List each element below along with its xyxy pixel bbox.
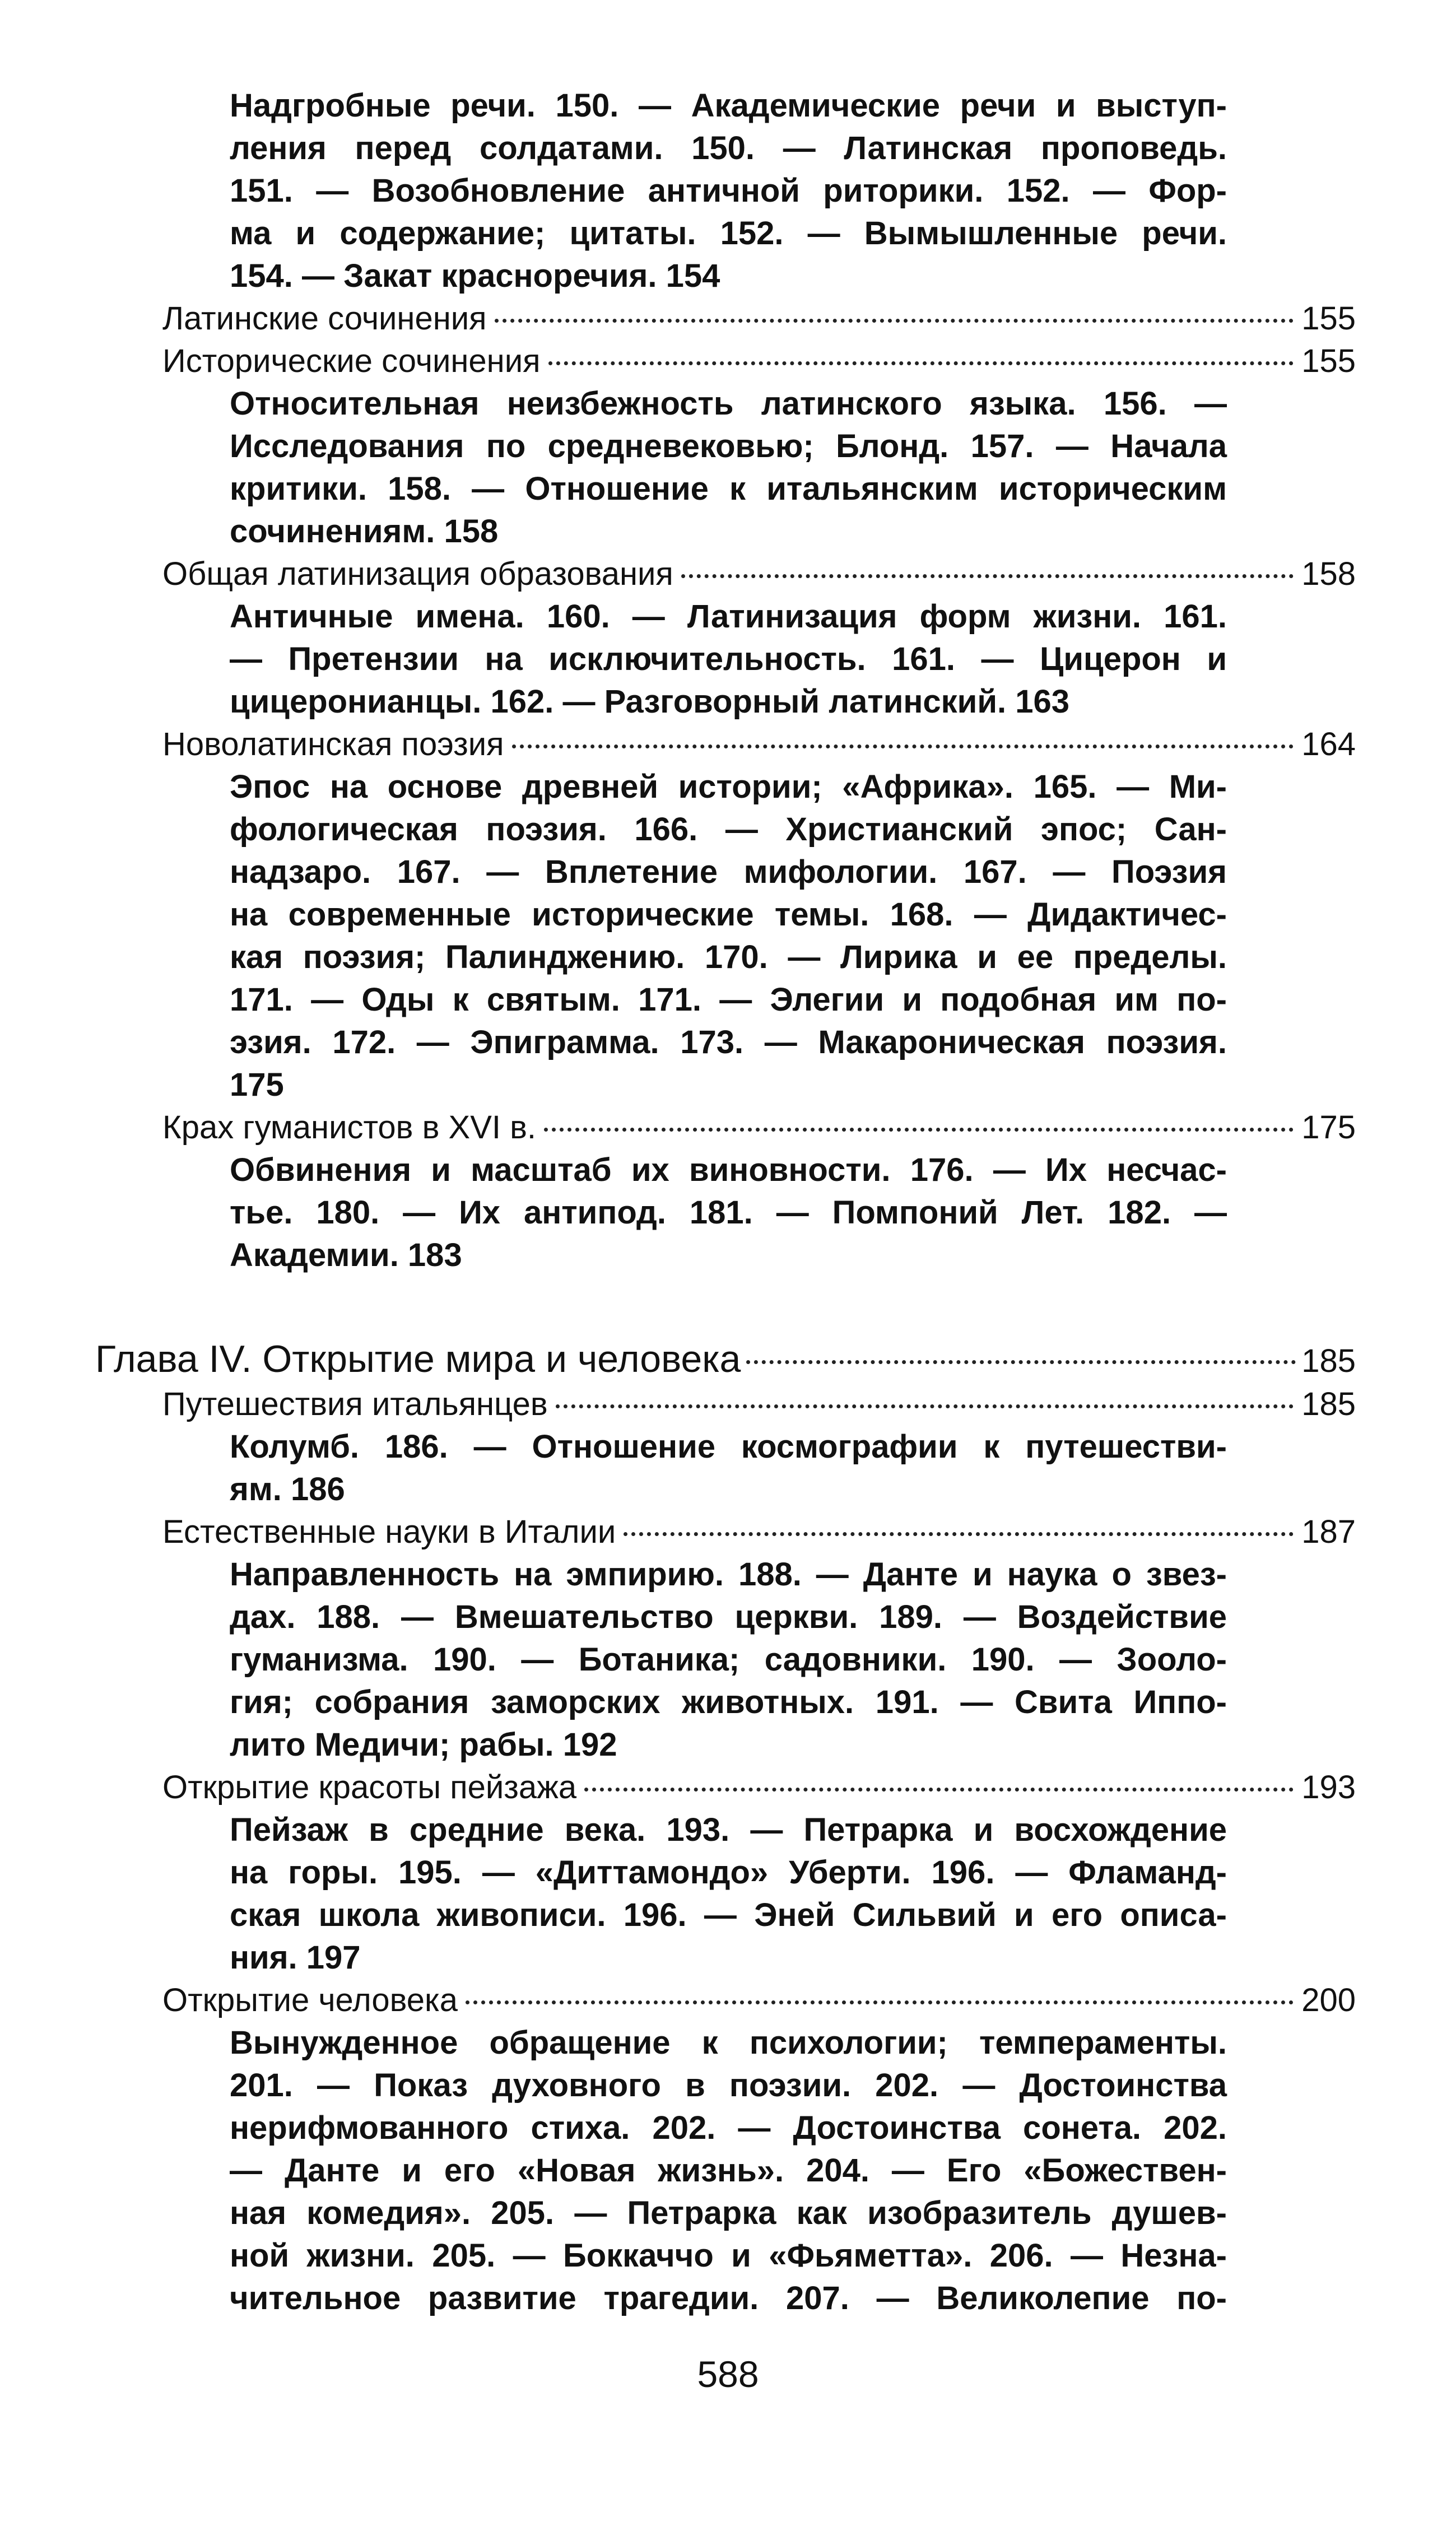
toc-entry-title: Путешествия итальянцев xyxy=(162,1386,548,1422)
toc-description-line: Античные имена. 160. — Латинизация форм жизни. 161. xyxy=(230,598,1227,635)
toc-description-line: на горы. 195. — «Диттамондо» Уберти. 196. — Фламанд- xyxy=(230,1854,1227,1891)
toc-description-line: критики. 158. — Отношение к итальянским историческим xyxy=(230,471,1227,507)
toc-entry-historical-works[interactable] xyxy=(162,340,1356,383)
toc-description-line: лито Медичи; рабы. 192 xyxy=(230,1727,617,1763)
toc-description-line: Обвинения и масштаб их виновности. 176. — Их несчас- xyxy=(230,1152,1227,1188)
toc-chapter-title: Глава IV. Открытие мира и человека xyxy=(95,1338,741,1380)
toc-description-line: ния. 197 xyxy=(230,1939,361,1976)
toc-description-line: Вынужденное обращение к психологии; темпераменты. xyxy=(230,2025,1227,2061)
toc-entry-natural-sciences[interactable] xyxy=(162,1511,1356,1553)
toc-entry-travels[interactable] xyxy=(162,1383,1356,1426)
toc-description-line: эзия. 172. — Эпиграмма. 173. — Макароническая поэзия. xyxy=(230,1024,1227,1060)
dot-leader xyxy=(681,574,1294,578)
toc-entry-page: 164 xyxy=(1301,726,1356,762)
toc-entry-neolatin-poetry[interactable] xyxy=(162,723,1356,766)
toc-entry-landscape[interactable] xyxy=(162,1766,1356,1809)
toc-description-line: — Претензии на исключительность. 161. — Цицерон и xyxy=(230,641,1227,677)
toc-entry-title: Латинские сочинения xyxy=(162,300,487,337)
page-number: 588 xyxy=(697,2353,759,2395)
toc-description-line: ям. 186 xyxy=(230,1471,345,1507)
toc-description-line: кая поэзия; Палинджению. 170. — Лирика и ее пределы. xyxy=(230,939,1227,975)
toc-description-line: ская школа живописи. 196. — Эней Сильвий и его описа- xyxy=(230,1897,1227,1933)
toc-description-line: 201. — Показ духовного в поэзии. 202. — Достоинства xyxy=(230,2067,1227,2104)
toc-entry-page: 185 xyxy=(1301,1386,1356,1422)
toc-entry-discovery-of-man[interactable] xyxy=(162,1979,1356,2022)
dot-leader xyxy=(584,1788,1294,1792)
toc-entry-title: Открытие человека xyxy=(162,1982,458,2018)
toc-description-line: нерифмованного стиха. 202. — Достоинства сонета. 202. xyxy=(230,2110,1227,2146)
toc-description-line: сочинениям. 158 xyxy=(230,513,499,550)
toc-chapter-page: 185 xyxy=(1301,1343,1356,1379)
toc-description-line: на современные исторические темы. 168. — Дидактичес- xyxy=(230,896,1227,933)
toc-description-line: 171. — Оды к святым. 171. — Элегии и подобная им по- xyxy=(230,981,1227,1018)
toc-entry-page: 155 xyxy=(1301,300,1356,337)
toc-entry-humanists-fall[interactable] xyxy=(162,1106,1356,1149)
toc-chapter-4[interactable] xyxy=(95,1335,1356,1385)
toc-entry-title: Открытие красоты пейзажа xyxy=(162,1769,577,1806)
toc-description-line: фологическая поэзия. 166. — Христианский эпос; Сан- xyxy=(230,811,1227,848)
dot-leader xyxy=(556,1404,1294,1408)
dot-leader xyxy=(512,744,1294,748)
toc-description-line: Академии. 183 xyxy=(230,1237,462,1273)
toc-description-line: дах. 188. — Вмешательство церкви. 189. — Воздействие xyxy=(230,1599,1227,1635)
dot-leader xyxy=(544,1128,1294,1132)
toc-description-line: Надгробные речи. 150. — Академические речи и выступ- xyxy=(230,87,1227,124)
toc-description-line: чительное развитие трагедии. 207. — Великолепие по- xyxy=(230,2280,1227,2316)
toc-description-line: цицеронианцы. 162. — Разговорный латинский. 163 xyxy=(230,683,1069,720)
toc-description-line: 175 xyxy=(230,1067,284,1103)
toc-description-line: Направленность на эмпирию. 188. — Данте и наука о звез- xyxy=(230,1556,1227,1593)
toc-description-line: надзаро. 167. — Вплетение мифологии. 167. — Поэзия xyxy=(230,854,1227,890)
toc-description-line: Колумб. 186. — Отношение космографии к путешестви- xyxy=(230,1428,1227,1465)
toc-description-line: Пейзаж в средние века. 193. — Петрарка и восхождение xyxy=(230,1812,1227,1848)
dot-leader xyxy=(548,361,1294,365)
toc-description-line: гуманизма. 190. — Ботаника; садовники. 190. — Зооло- xyxy=(230,1641,1227,1678)
toc-description-line: Исследования по средневековью; Блонд. 157. — Начала xyxy=(230,428,1227,464)
toc-entry-title: Исторические сочинения xyxy=(162,343,541,379)
toc-entry-latinization[interactable] xyxy=(162,553,1356,595)
toc-entry-page: 175 xyxy=(1301,1109,1356,1146)
toc-description-line: ной жизни. 205. — Боккаччо и «Фьяметта». 206. — Незна- xyxy=(230,2237,1227,2274)
dot-leader xyxy=(624,1532,1294,1536)
toc-description-line: — Данте и его «Новая жизнь». 204. — Его «Божествен- xyxy=(230,2152,1227,2189)
toc-entry-title: Естественные науки в Италии xyxy=(162,1514,616,1550)
toc-entry-title: Новолатинская поэзия xyxy=(162,726,504,762)
dot-leader xyxy=(746,1360,1296,1364)
toc-entry-title: Крах гуманистов в XVI в. xyxy=(162,1109,537,1146)
toc-description-line: ная комедия». 205. — Петрарка как изобразитель душев- xyxy=(230,2195,1227,2231)
toc-entry-page: 158 xyxy=(1301,556,1356,592)
toc-entry-page: 155 xyxy=(1301,343,1356,379)
toc-description-line: тье. 180. — Их антипод. 181. — Помпоний Лет. 182. — xyxy=(230,1194,1227,1231)
toc-entry-page: 200 xyxy=(1301,1982,1356,2018)
toc-entry-latin-works[interactable] xyxy=(162,297,1356,340)
toc-entry-page: 187 xyxy=(1301,1514,1356,1550)
toc-description-line: ма и содержание; цитаты. 152. — Вымышленные речи. xyxy=(230,215,1227,252)
toc-entry-page: 193 xyxy=(1301,1769,1356,1806)
toc-entry-title: Общая латинизация образования xyxy=(162,556,673,592)
toc-description-line: Относительная неизбежность латинского языка. 156. — xyxy=(230,385,1227,422)
dot-leader xyxy=(495,319,1294,323)
toc-description-line: Эпос на основе древней истории; «Африка». 165. — Ми- xyxy=(230,769,1227,805)
toc-description-line: 151. — Возобновление античной риторики. 152. — Фор- xyxy=(230,173,1227,209)
toc-description-line: гия; собрания заморских животных. 191. — Свита Иппо- xyxy=(230,1684,1227,1720)
dot-leader xyxy=(466,2000,1294,2004)
toc-description-line: ления перед солдатами. 150. — Латинская проповедь. xyxy=(230,130,1227,166)
toc-description-line: 154. — Закат красноречия. 154 xyxy=(230,258,720,294)
